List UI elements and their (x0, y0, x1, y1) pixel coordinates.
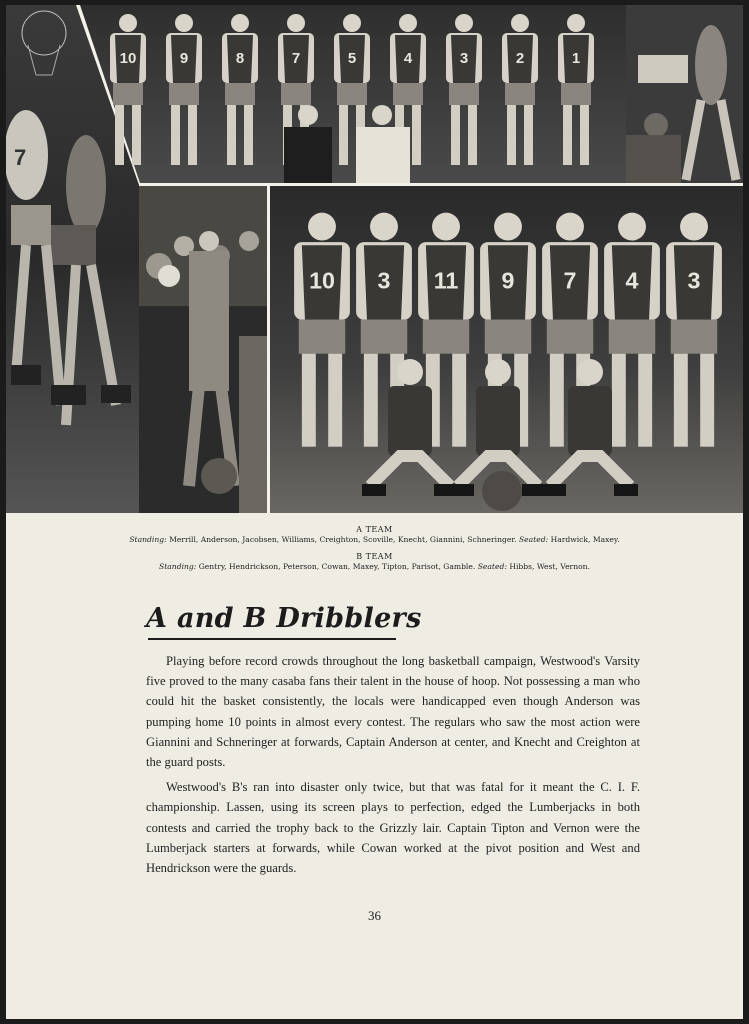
a-team-seated-names: Hardwick, Maxey. (550, 535, 620, 544)
a-team-photo (80, 5, 629, 183)
action-photo-right (626, 5, 743, 183)
article-body (146, 651, 640, 883)
a-team-jersey-number: 1 (571, 50, 581, 67)
a-team-jersey-number: 4 (403, 50, 413, 67)
b-team-photo (270, 186, 743, 513)
b-team-jersey-number: 11 (433, 267, 459, 294)
a-team-seated-label: Seated: (518, 535, 549, 544)
b-team-seated-label: Seated: (477, 562, 507, 571)
b-team-heading: B TEAM (356, 552, 393, 561)
coach-head (298, 105, 318, 125)
a-team-jersey-number: 3 (459, 50, 469, 67)
b-team-seated-names: Hibbs, West, Vernon. (509, 562, 590, 571)
b-team-jersey-number: 4 (625, 267, 639, 294)
a-team-jersey-number: 7 (291, 50, 301, 67)
title-underline (148, 638, 396, 640)
a-team-heading: A TEAM (356, 525, 393, 534)
a-team-jersey-number: 2 (515, 50, 525, 67)
crowd-photo (139, 186, 267, 513)
manager-head (372, 105, 392, 125)
basketball (482, 471, 522, 511)
b-team-names (115, 562, 635, 572)
b-team-jersey-number: 7 (563, 267, 577, 294)
yearbook-page (6, 5, 743, 1019)
article-title: A and B Dribblers (146, 603, 422, 634)
action-jersey-number: 7 (14, 145, 27, 170)
b-team-jersey-number: 3 (687, 267, 701, 294)
b-team-jersey-number: 10 (309, 267, 335, 294)
a-team-standing-label: Standing: (129, 535, 167, 544)
photo-collage (6, 5, 743, 513)
manager-shirt (356, 127, 410, 183)
a-team-jersey-number: 5 (347, 50, 357, 67)
b-team-standing-names: Gentry, Hendrickson, Peterson, Cowan, Maxey, Tipton, Parisot, Gamble. (198, 562, 476, 571)
article-paragraph-1: Playing before record crowds throughout the long basketball campaign, Westwood's Varsity five proved to the many casaba fans their talent in the house of hoop. Not possessing a man who could hit the basket consistently, the locals were handicapped even though Anderson was pumping home 10 points in almost every contest. The regulars who saw the most action were Giannini and Schneringer at forwards, Captain Anderson at center, and Knecht and Creighton at the guard posts. (146, 654, 640, 770)
b-team-standing-label: Standing: (159, 562, 197, 571)
a-team-names (115, 535, 635, 545)
article-paragraph-2: Westwood's B's ran into disaster only twice, but that was fatal for it meant the C. I. F. championship. Lassen, using its screen plays to perfection, edged the Lumberjacks in both contests and carried the trophy back to the Grizzly lair. Captain Tipton and Vernon were the Lumberjack starters at forwards, while Cowan worked at the pivot position and West and Hendrickson were the guards. (146, 780, 640, 876)
b-team-jersey-number: 9 (501, 267, 515, 294)
a-team-jersey-number: 8 (235, 50, 245, 67)
page-number: 36 (368, 908, 381, 923)
b-team-jersey-number: 3 (377, 267, 391, 294)
a-team-jersey-number: 10 (119, 50, 137, 67)
a-team-standing-names: Merrill, Anderson, Jacobsen, Williams, Creighton, Scoville, Knecht, Giannini, Schneringer. (169, 535, 517, 544)
photo-captions (6, 524, 743, 572)
coach-jacket (284, 127, 332, 183)
a-team-jersey-number: 9 (179, 50, 189, 67)
